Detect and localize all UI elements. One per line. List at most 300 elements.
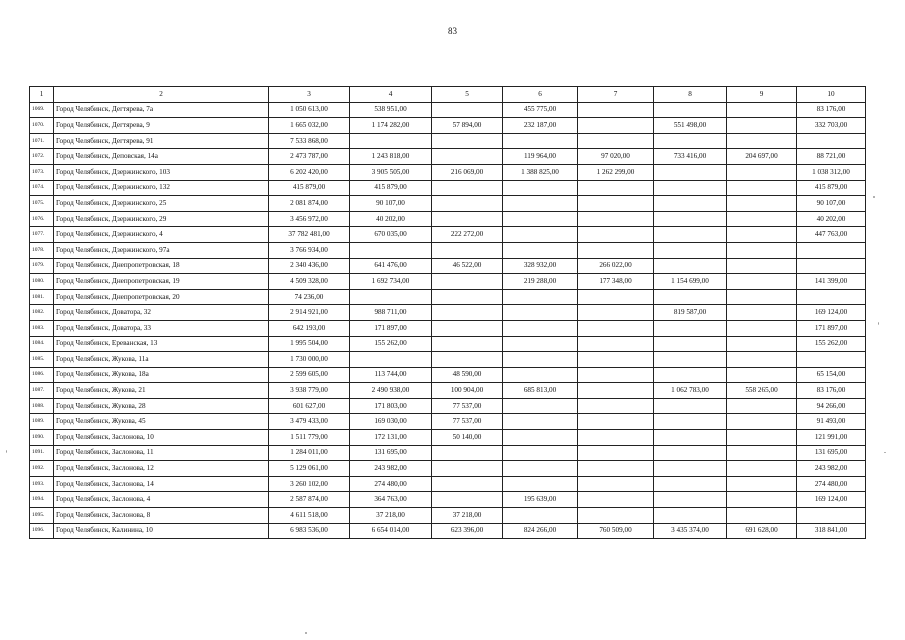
amount-cell bbox=[727, 196, 797, 212]
table-row bbox=[30, 320, 866, 336]
address-cell: Город Челябинск, Дзержинского, 132 bbox=[54, 180, 269, 196]
table-row bbox=[30, 367, 866, 383]
amount-cell: 171 897,00 bbox=[350, 320, 432, 336]
amount-cell bbox=[432, 242, 503, 258]
row-number-cell: 1095. bbox=[30, 508, 54, 524]
amount-cell: 332 703,00 bbox=[797, 118, 866, 134]
amount-cell: 40 202,00 bbox=[797, 211, 866, 227]
amount-cell: 222 272,00 bbox=[432, 227, 503, 243]
header-cell: 6 bbox=[503, 87, 578, 103]
amount-cell bbox=[654, 476, 727, 492]
amount-cell: 172 131,00 bbox=[350, 430, 432, 446]
row-number-cell: 1077. bbox=[30, 227, 54, 243]
amount-cell: 415 879,00 bbox=[269, 180, 350, 196]
scan-speck bbox=[6, 450, 7, 453]
amount-cell bbox=[578, 242, 654, 258]
row-number-cell: 1081. bbox=[30, 289, 54, 305]
amount-cell bbox=[727, 211, 797, 227]
row-number-cell: 1088. bbox=[30, 398, 54, 414]
amount-cell bbox=[432, 289, 503, 305]
amount-cell bbox=[654, 227, 727, 243]
amount-cell: 447 763,00 bbox=[797, 227, 866, 243]
amount-cell bbox=[727, 118, 797, 134]
row-number-cell: 1075. bbox=[30, 196, 54, 212]
amount-cell: 6 654 014,00 bbox=[350, 523, 432, 539]
row-number-cell: 1073. bbox=[30, 164, 54, 180]
amount-cell bbox=[578, 320, 654, 336]
address-cell: Город Челябинск, Дзержинского, 25 bbox=[54, 196, 269, 212]
amount-cell bbox=[503, 336, 578, 352]
amount-cell bbox=[503, 289, 578, 305]
amount-cell: 169 124,00 bbox=[797, 492, 866, 508]
amount-cell: 1 154 699,00 bbox=[654, 274, 727, 290]
amount-cell bbox=[727, 398, 797, 414]
table-row bbox=[30, 211, 866, 227]
header-cell: 10 bbox=[797, 87, 866, 103]
amount-cell bbox=[578, 196, 654, 212]
amount-cell bbox=[503, 227, 578, 243]
amount-cell: 113 744,00 bbox=[350, 367, 432, 383]
amount-cell: 4 509 328,00 bbox=[269, 274, 350, 290]
amount-cell bbox=[727, 336, 797, 352]
amount-cell bbox=[432, 196, 503, 212]
amount-cell: 83 176,00 bbox=[797, 102, 866, 118]
amount-cell: 155 262,00 bbox=[797, 336, 866, 352]
amount-cell: 3 938 779,00 bbox=[269, 383, 350, 399]
amount-cell bbox=[727, 242, 797, 258]
amount-cell: 65 154,00 bbox=[797, 367, 866, 383]
address-cell: Город Челябинск, Жукова, 21 bbox=[54, 383, 269, 399]
amount-cell: 415 879,00 bbox=[350, 180, 432, 196]
amount-cell bbox=[432, 305, 503, 321]
address-cell: Город Челябинск, Жукова, 45 bbox=[54, 414, 269, 430]
amount-cell bbox=[432, 336, 503, 352]
amount-cell: 623 396,00 bbox=[432, 523, 503, 539]
amount-cell: 48 590,00 bbox=[432, 367, 503, 383]
amount-cell: 6 202 420,00 bbox=[269, 164, 350, 180]
amount-cell bbox=[727, 274, 797, 290]
amount-cell: 2 599 605,00 bbox=[269, 367, 350, 383]
table-row bbox=[30, 336, 866, 352]
address-cell: Город Челябинск, Днепропетровская, 18 bbox=[54, 258, 269, 274]
amount-cell: 195 639,00 bbox=[503, 492, 578, 508]
amount-cell: 1 511 779,00 bbox=[269, 430, 350, 446]
table-row bbox=[30, 227, 866, 243]
amount-cell bbox=[432, 102, 503, 118]
amount-cell bbox=[350, 242, 432, 258]
table-row bbox=[30, 164, 866, 180]
amount-cell: 171 897,00 bbox=[797, 320, 866, 336]
amount-cell: 216 069,00 bbox=[432, 164, 503, 180]
header-cell: 9 bbox=[727, 87, 797, 103]
amount-cell bbox=[654, 102, 727, 118]
page-number: 83 bbox=[448, 26, 457, 36]
amount-cell bbox=[503, 414, 578, 430]
amount-cell: 328 932,00 bbox=[503, 258, 578, 274]
amount-cell bbox=[503, 211, 578, 227]
amount-cell: 37 218,00 bbox=[432, 508, 503, 524]
amount-cell: 2 490 938,00 bbox=[350, 383, 432, 399]
address-cell: Город Челябинск, Дзержинского, 103 bbox=[54, 164, 269, 180]
amount-cell: 232 187,00 bbox=[503, 118, 578, 134]
row-number-cell: 1082. bbox=[30, 305, 54, 321]
address-cell: Город Челябинск, Дзержинского, 4 bbox=[54, 227, 269, 243]
amount-cell: 1 262 299,00 bbox=[578, 164, 654, 180]
address-cell: Город Челябинск, Днепропетровская, 20 bbox=[54, 289, 269, 305]
amount-cell bbox=[727, 492, 797, 508]
header-cell: 2 bbox=[54, 87, 269, 103]
amount-cell: 760 509,00 bbox=[578, 523, 654, 539]
amount-cell bbox=[578, 180, 654, 196]
amount-cell bbox=[727, 445, 797, 461]
address-cell: Город Челябинск, Заслонова, 12 bbox=[54, 461, 269, 477]
amount-cell bbox=[654, 180, 727, 196]
amount-cell bbox=[654, 492, 727, 508]
address-cell: Город Челябинск, Калинина, 10 bbox=[54, 523, 269, 539]
table-row bbox=[30, 398, 866, 414]
amount-cell: 558 265,00 bbox=[727, 383, 797, 399]
row-number-cell: 1080. bbox=[30, 274, 54, 290]
address-cell: Город Челябинск, Жукова, 11а bbox=[54, 352, 269, 368]
amount-cell bbox=[503, 242, 578, 258]
amount-cell: 40 202,00 bbox=[350, 211, 432, 227]
table-row bbox=[30, 383, 866, 399]
amount-cell bbox=[578, 398, 654, 414]
amount-cell: 551 498,00 bbox=[654, 118, 727, 134]
table-row bbox=[30, 118, 866, 134]
amount-cell bbox=[727, 133, 797, 149]
amount-cell: 131 695,00 bbox=[350, 445, 432, 461]
amount-cell bbox=[503, 352, 578, 368]
amount-cell bbox=[654, 289, 727, 305]
amount-cell bbox=[654, 242, 727, 258]
amount-cell bbox=[797, 289, 866, 305]
amount-cell bbox=[797, 352, 866, 368]
row-number-cell: 1093. bbox=[30, 476, 54, 492]
row-number-cell: 1087. bbox=[30, 383, 54, 399]
amount-cell bbox=[727, 430, 797, 446]
amount-cell: 988 711,00 bbox=[350, 305, 432, 321]
row-number-cell: 1079. bbox=[30, 258, 54, 274]
amount-cell bbox=[654, 461, 727, 477]
amount-cell: 88 721,00 bbox=[797, 149, 866, 165]
amount-cell: 37 218,00 bbox=[350, 508, 432, 524]
amount-cell bbox=[727, 164, 797, 180]
amount-cell bbox=[797, 133, 866, 149]
amount-cell bbox=[578, 102, 654, 118]
amount-cell: 2 473 787,00 bbox=[269, 149, 350, 165]
table-row bbox=[30, 523, 866, 539]
amount-cell bbox=[654, 352, 727, 368]
amount-cell bbox=[727, 352, 797, 368]
scan-speck bbox=[884, 452, 886, 453]
amount-cell: 97 020,00 bbox=[578, 149, 654, 165]
address-cell: Город Челябинск, Жукова, 18а bbox=[54, 367, 269, 383]
amount-cell bbox=[578, 476, 654, 492]
amount-cell bbox=[503, 180, 578, 196]
amount-cell bbox=[797, 508, 866, 524]
amount-cell: 90 107,00 bbox=[797, 196, 866, 212]
table-body bbox=[30, 102, 866, 539]
amount-cell: 204 697,00 bbox=[727, 149, 797, 165]
header-cell: 5 bbox=[432, 87, 503, 103]
amount-cell bbox=[432, 461, 503, 477]
row-number-cell: 1070. bbox=[30, 118, 54, 134]
amount-cell bbox=[350, 352, 432, 368]
amount-cell: 1 243 818,00 bbox=[350, 149, 432, 165]
table-row bbox=[30, 133, 866, 149]
amount-cell bbox=[578, 289, 654, 305]
amount-cell bbox=[654, 320, 727, 336]
amount-cell: 824 266,00 bbox=[503, 523, 578, 539]
amount-cell bbox=[727, 367, 797, 383]
amount-cell: 2 081 874,00 bbox=[269, 196, 350, 212]
table-row bbox=[30, 430, 866, 446]
amount-cell bbox=[727, 102, 797, 118]
amount-cell: 1 062 783,00 bbox=[654, 383, 727, 399]
address-cell: Город Челябинск, Заслонова, 4 bbox=[54, 492, 269, 508]
address-cell: Город Челябинск, Деповская, 14а bbox=[54, 149, 269, 165]
address-cell: Город Челябинск, Дегтярева, 91 bbox=[54, 133, 269, 149]
header-cell: 3 bbox=[269, 87, 350, 103]
amount-cell bbox=[432, 149, 503, 165]
amount-cell: 243 982,00 bbox=[350, 461, 432, 477]
amount-cell: 538 951,00 bbox=[350, 102, 432, 118]
amount-cell bbox=[727, 305, 797, 321]
amount-cell bbox=[578, 118, 654, 134]
amount-cell: 685 813,00 bbox=[503, 383, 578, 399]
amount-cell bbox=[503, 367, 578, 383]
row-number-cell: 1078. bbox=[30, 242, 54, 258]
amount-cell bbox=[503, 445, 578, 461]
amount-cell: 169 030,00 bbox=[350, 414, 432, 430]
amount-cell bbox=[654, 367, 727, 383]
amount-cell bbox=[727, 476, 797, 492]
amount-cell: 3 766 934,00 bbox=[269, 242, 350, 258]
amount-cell bbox=[503, 398, 578, 414]
amount-cell bbox=[578, 492, 654, 508]
header-cell: 7 bbox=[578, 87, 654, 103]
row-number-cell: 1083. bbox=[30, 320, 54, 336]
amount-cell: 415 879,00 bbox=[797, 180, 866, 196]
amount-cell: 57 894,00 bbox=[432, 118, 503, 134]
amount-cell bbox=[727, 461, 797, 477]
amount-cell: 819 587,00 bbox=[654, 305, 727, 321]
amount-cell: 2 914 921,00 bbox=[269, 305, 350, 321]
amount-cell: 131 695,00 bbox=[797, 445, 866, 461]
amount-cell: 601 627,00 bbox=[269, 398, 350, 414]
amount-cell: 1 665 032,00 bbox=[269, 118, 350, 134]
amount-cell bbox=[578, 461, 654, 477]
row-number-cell: 1091. bbox=[30, 445, 54, 461]
row-number-cell: 1096. bbox=[30, 523, 54, 539]
address-cell: Город Челябинск, Дегтярева, 9 bbox=[54, 118, 269, 134]
amount-cell bbox=[654, 445, 727, 461]
table-row bbox=[30, 305, 866, 321]
amount-cell: 94 266,00 bbox=[797, 398, 866, 414]
table-row bbox=[30, 242, 866, 258]
header-row bbox=[30, 87, 866, 103]
amount-cell: 7 533 868,00 bbox=[269, 133, 350, 149]
amount-cell: 83 176,00 bbox=[797, 383, 866, 399]
amount-cell: 641 476,00 bbox=[350, 258, 432, 274]
row-number-cell: 1086. bbox=[30, 367, 54, 383]
amount-cell: 274 480,00 bbox=[797, 476, 866, 492]
row-number-cell: 1069. bbox=[30, 102, 54, 118]
amount-cell: 266 022,00 bbox=[578, 258, 654, 274]
amount-cell bbox=[727, 320, 797, 336]
amount-cell bbox=[432, 274, 503, 290]
header-cell: 4 bbox=[350, 87, 432, 103]
amount-cell bbox=[432, 476, 503, 492]
address-cell: Город Челябинск, Дзержинского, 29 bbox=[54, 211, 269, 227]
amount-cell bbox=[503, 508, 578, 524]
amount-cell: 1 388 825,00 bbox=[503, 164, 578, 180]
amount-cell bbox=[432, 352, 503, 368]
table-row bbox=[30, 149, 866, 165]
row-number-cell: 1076. bbox=[30, 211, 54, 227]
amount-cell bbox=[654, 508, 727, 524]
amount-cell bbox=[578, 211, 654, 227]
amount-cell: 4 611 518,00 bbox=[269, 508, 350, 524]
amount-cell: 119 964,00 bbox=[503, 149, 578, 165]
amount-cell bbox=[432, 445, 503, 461]
amount-cell bbox=[503, 133, 578, 149]
amount-cell: 2 587 874,00 bbox=[269, 492, 350, 508]
row-number-cell: 1094. bbox=[30, 492, 54, 508]
amount-cell bbox=[654, 196, 727, 212]
amount-cell bbox=[727, 227, 797, 243]
amount-cell: 733 416,00 bbox=[654, 149, 727, 165]
amount-cell bbox=[578, 414, 654, 430]
amount-cell bbox=[432, 320, 503, 336]
table-row bbox=[30, 492, 866, 508]
amount-cell: 3 260 102,00 bbox=[269, 476, 350, 492]
amount-cell: 2 340 436,00 bbox=[269, 258, 350, 274]
amount-cell bbox=[350, 289, 432, 305]
address-cell: Город Челябинск, Доватора, 32 bbox=[54, 305, 269, 321]
table-row bbox=[30, 445, 866, 461]
amount-cell: 1 050 613,00 bbox=[269, 102, 350, 118]
amount-cell bbox=[578, 367, 654, 383]
amount-cell: 141 399,00 bbox=[797, 274, 866, 290]
amount-cell bbox=[578, 305, 654, 321]
row-number-cell: 1072. bbox=[30, 149, 54, 165]
amount-cell: 77 537,00 bbox=[432, 398, 503, 414]
amount-cell bbox=[503, 461, 578, 477]
address-cell: Город Челябинск, Жукова, 28 bbox=[54, 398, 269, 414]
amount-cell bbox=[654, 430, 727, 446]
amount-cell bbox=[654, 414, 727, 430]
amount-cell bbox=[503, 430, 578, 446]
row-number-cell: 1071. bbox=[30, 133, 54, 149]
amount-cell bbox=[432, 211, 503, 227]
amount-cell bbox=[654, 211, 727, 227]
amount-cell: 318 841,00 bbox=[797, 523, 866, 539]
amount-cell bbox=[503, 196, 578, 212]
amount-cell bbox=[578, 445, 654, 461]
table-row bbox=[30, 461, 866, 477]
amount-cell: 364 763,00 bbox=[350, 492, 432, 508]
amount-cell bbox=[350, 133, 432, 149]
amount-cell bbox=[432, 492, 503, 508]
amount-cell: 169 124,00 bbox=[797, 305, 866, 321]
amount-cell bbox=[654, 258, 727, 274]
amount-cell: 3 456 972,00 bbox=[269, 211, 350, 227]
amount-cell: 91 493,00 bbox=[797, 414, 866, 430]
amount-cell bbox=[432, 180, 503, 196]
table-row bbox=[30, 102, 866, 118]
address-cell: Город Челябинск, Заслонова, 10 bbox=[54, 430, 269, 446]
row-number-cell: 1092. bbox=[30, 461, 54, 477]
amount-cell: 219 288,00 bbox=[503, 274, 578, 290]
amount-cell bbox=[578, 383, 654, 399]
row-number-cell: 1090. bbox=[30, 430, 54, 446]
address-cell: Город Челябинск, Заслонова, 11 bbox=[54, 445, 269, 461]
amount-cell: 37 782 481,00 bbox=[269, 227, 350, 243]
row-number-cell: 1085. bbox=[30, 352, 54, 368]
amount-cell bbox=[654, 164, 727, 180]
amount-cell: 1 995 504,00 bbox=[269, 336, 350, 352]
scan-speck bbox=[878, 322, 879, 325]
amount-cell: 455 775,00 bbox=[503, 102, 578, 118]
amount-cell: 274 480,00 bbox=[350, 476, 432, 492]
amount-cell bbox=[503, 305, 578, 321]
amount-cell bbox=[503, 476, 578, 492]
amount-cell: 177 348,00 bbox=[578, 274, 654, 290]
row-number-cell: 1084. bbox=[30, 336, 54, 352]
address-cell: Город Челябинск, Доватора, 33 bbox=[54, 320, 269, 336]
amount-cell bbox=[654, 398, 727, 414]
table-row bbox=[30, 352, 866, 368]
amount-cell: 1 038 312,00 bbox=[797, 164, 866, 180]
amount-cell: 100 904,00 bbox=[432, 383, 503, 399]
table-row bbox=[30, 476, 866, 492]
table-row bbox=[30, 180, 866, 196]
table-row bbox=[30, 274, 866, 290]
amount-cell: 50 140,00 bbox=[432, 430, 503, 446]
table-row bbox=[30, 196, 866, 212]
amount-cell bbox=[578, 352, 654, 368]
amount-cell bbox=[432, 133, 503, 149]
amount-cell: 670 035,00 bbox=[350, 227, 432, 243]
amount-cell bbox=[797, 258, 866, 274]
amount-cell: 1 692 734,00 bbox=[350, 274, 432, 290]
register-table bbox=[29, 86, 866, 539]
address-cell: Город Челябинск, Ереванская, 13 bbox=[54, 336, 269, 352]
amount-cell: 642 193,00 bbox=[269, 320, 350, 336]
address-cell: Город Челябинск, Днепропетровская, 19 bbox=[54, 274, 269, 290]
amount-cell: 3 435 374,00 bbox=[654, 523, 727, 539]
address-cell: Город Челябинск, Заслонова, 14 bbox=[54, 476, 269, 492]
amount-cell bbox=[654, 336, 727, 352]
scan-speck bbox=[873, 196, 875, 198]
row-number-cell: 1074. bbox=[30, 180, 54, 196]
amount-cell: 46 522,00 bbox=[432, 258, 503, 274]
header-cell: 8 bbox=[654, 87, 727, 103]
address-cell: Город Челябинск, Дегтярева, 7а bbox=[54, 102, 269, 118]
amount-cell: 6 983 536,00 bbox=[269, 523, 350, 539]
amount-cell: 90 107,00 bbox=[350, 196, 432, 212]
amount-cell bbox=[727, 508, 797, 524]
amount-cell bbox=[727, 258, 797, 274]
amount-cell: 1 730 000,00 bbox=[269, 352, 350, 368]
amount-cell bbox=[727, 180, 797, 196]
amount-cell: 5 129 061,00 bbox=[269, 461, 350, 477]
amount-cell bbox=[503, 320, 578, 336]
table-row bbox=[30, 414, 866, 430]
amount-cell: 1 174 282,00 bbox=[350, 118, 432, 134]
